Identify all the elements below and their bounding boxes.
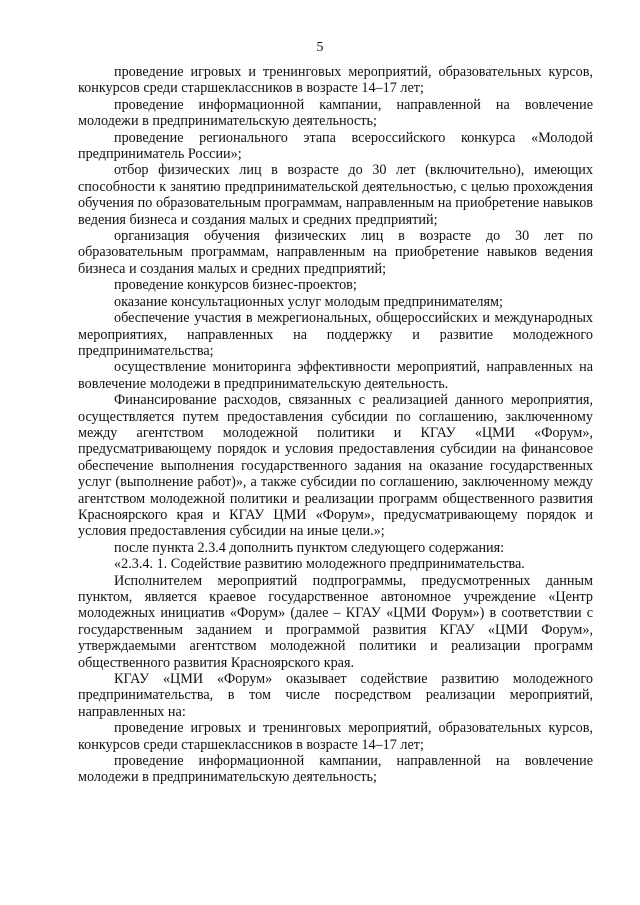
paragraph-amendment-intro: после пункта 2.3.4 дополнить пунктом следующего содержания: [114, 539, 505, 556]
paragraph-games-training: проведение игровых и тренинговых мероприятий, образовательных курсов, конкурсов среди старшеклассников в возрасте 14–17 лет; [78, 64, 593, 97]
paragraph-regional-contest: проведение регионального этапа всероссийского конкурса «Молодой предприниматель России»; [78, 129, 593, 163]
paragraph-training-organization: организация обучения физических лиц в возрасте до 30 лет по образовательным программам, направленным на приобретение навыков ведения бизнеса и создания малых и средних предприятий; [78, 228, 593, 277]
page-number: 5 [316, 40, 324, 55]
paragraph-games-training-repeat: проведение игровых и тренинговых мероприятий, образовательных курсов, конкурсов среди старшеклассников в возрасте 14–17 лет; [78, 720, 593, 753]
paragraph-info-campaign: проведение информационной кампании, направленной на вовлечение молодежи в предпринимательскую деятельность; [78, 96, 593, 130]
paragraph-forum-assistance: КГАУ «ЦМИ «Форум» оказывает содействие развитию молодежного предпринимательства, в том числе посредством реализации мероприятий, направленных на: [78, 671, 593, 720]
paragraph-info-campaign-repeat: проведение информационной кампании, направленной на вовлечение молодежи в предпринимательскую деятельность; [78, 753, 593, 786]
paragraph-selection: отбор физических лиц в возрасте до 30 лет (включительно), имеющих способности к занятию предпринимательской деятельностью, с целью прохождения обучения по образовательным программам, направленным на приобретение навыков ведения бизнеса и создания малых и средних предприятий; [78, 162, 593, 228]
paragraph-participation: обеспечение участия в межрегиональных, общероссийских и международных мероприятиях, направленных на поддержку и развитие молодежного предпринимательства; [78, 310, 593, 359]
paragraph-consulting: оказание консультационных услуг молодым предпринимателям; [114, 293, 503, 310]
paragraph-executor: Исполнителем мероприятий подпрограммы, предусмотренных данным пунктом, является краевое государственное автономное учреждение «Центр молодежных инициатив «Форум» (далее – КГАУ «ЦМИ Форум») в соответствии с государственным заданием и программой развития КГАУ «ЦМИ Форум», утверждаемыми агентством молодежной политики и реализации программ общественного развития Красноярского края. [78, 572, 593, 671]
paragraph-business-projects: проведение конкурсов бизнес-проектов; [114, 277, 357, 294]
paragraph-monitoring: осуществление мониторинга эффективности мероприятий, направленных на вовлечение молодежи в предпринимательскую деятельность. [78, 359, 593, 392]
document-body [78, 64, 593, 786]
paragraph-section-heading: «2.3.4. 1. Содействие развитию молодежного предпринимательства. [114, 556, 525, 573]
paragraph-financing: Финансирование расходов, связанных с реализацией данного мероприятия, осуществляется путем предоставления субсидии по соглашению, заключенному между агентством молодежной политики и КГАУ «ЦМИ «Форум», предусматривающему порядок и условия предоставления субсидии на финансовое обеспечение выполнения государственного задания на оказание государственных услуг (выполнение работ)», а также субсидии по соглашению, заключенному между агентством молодежной политики и реализации программ общественного развития Красноярского края и КГАУ ЦМИ «Форум», предусматривающему порядок и условия предоставления субсидии на иные цели.»; [78, 392, 593, 540]
